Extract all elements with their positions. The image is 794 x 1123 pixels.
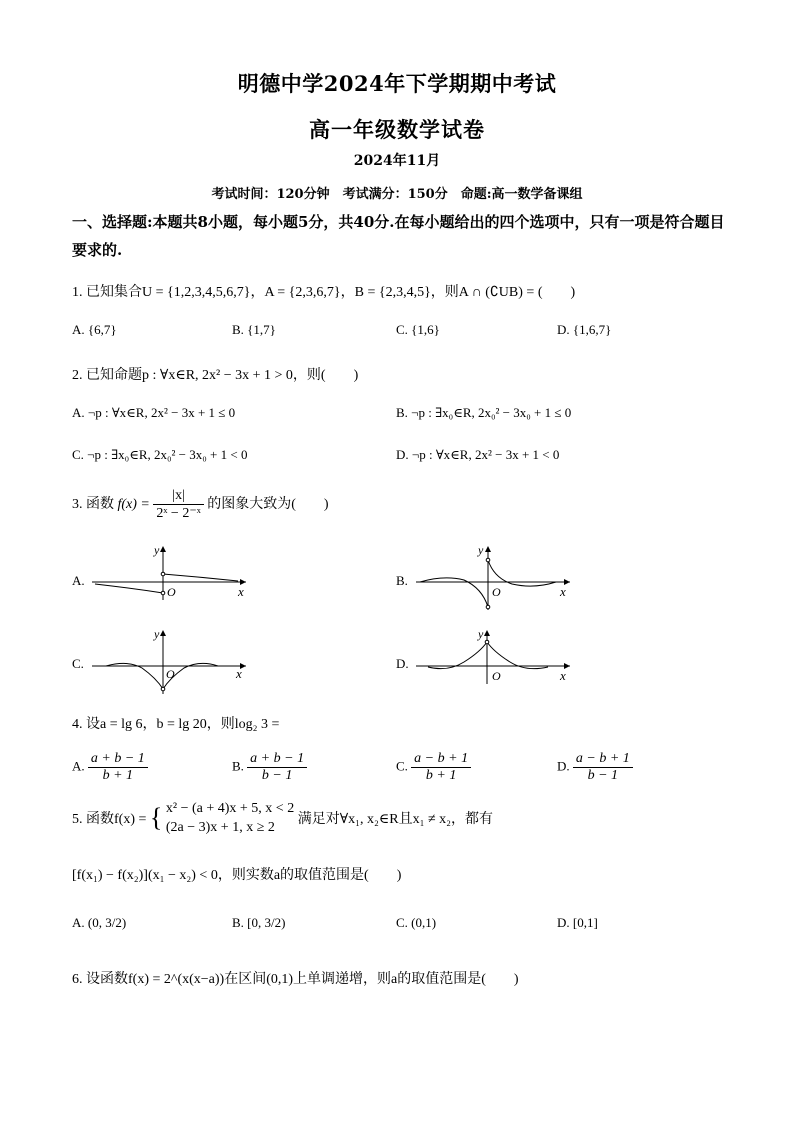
q5-suffix: 满足对∀x₁, x₂∈R且x₁ ≠ x₂，都有: [297, 812, 494, 827]
y-arrow: [160, 546, 166, 552]
q5-case-2: (2a − 3)x + 1, x ≥ 2: [165, 820, 275, 835]
q5-cases: [166, 799, 294, 837]
numerator: a + b − 1: [88, 751, 148, 768]
q3-label-c: C.: [72, 656, 84, 671]
q2-option-c: C. ¬p : ∃x₀∈R, 2x₀² − 3x₀ + 1 < 0: [72, 447, 248, 462]
q1-option-c: C. {1,6}: [396, 322, 440, 337]
origin-label: O: [492, 585, 501, 599]
q3-fraction: [153, 488, 203, 522]
q1-option-a: A. {6,7}: [72, 322, 117, 337]
open-point: [161, 687, 165, 691]
q4-option-b-fraction: [247, 751, 307, 784]
q2-option-a: A. ¬p : ∀x∈R, 2x² − 3x + 1 ≤ 0: [72, 405, 236, 420]
q4-option-c: [396, 751, 471, 784]
question-3-stem: [72, 488, 329, 522]
origin-label: O: [166, 667, 175, 681]
q5-prefix: 5. 函数f(x) =: [72, 812, 147, 827]
denominator: b + 1: [425, 768, 457, 783]
numerator: a − b + 1: [573, 751, 633, 768]
q4-option-d: [557, 751, 633, 784]
q4-option-c-fraction: [411, 751, 471, 784]
exam-subtitle: 高一年级数学试卷: [309, 117, 485, 142]
q3-suffix: 的图象大致为( ): [207, 497, 329, 513]
q3-graph-b: [414, 542, 574, 612]
open-point: [485, 640, 489, 644]
denominator: b − 1: [261, 768, 293, 783]
curve-right: [163, 574, 238, 581]
y-arrow: [484, 630, 490, 636]
q1-option-d: D. {1,6,7}: [557, 322, 612, 337]
x-label: x: [238, 584, 244, 599]
y-arrow: [160, 630, 166, 636]
q4-option-c-label: C.: [396, 758, 408, 774]
q5-option-a: A. (0, 3/2): [72, 915, 127, 930]
q5-option-d: D. [0,1]: [557, 915, 598, 930]
question-5-line-2: [f(x₁) − f(x₂)](x₁ − x₂) < 0，则实数a的取值范围是( ): [72, 868, 402, 883]
q3-prefix: 3. 函数: [72, 497, 114, 513]
x-label: x: [560, 668, 566, 683]
open-point-top: [161, 572, 165, 576]
q4-option-a: [72, 751, 148, 784]
section-heading: 一、选择题:本题共8小题，每小题5分，共40分.在每小题给出的四个选项中，只有一项是符合题目要求的.: [72, 213, 725, 259]
q3-denominator: 2ˣ − 2⁻ˣ: [156, 506, 201, 521]
q5-brace: {: [149, 803, 163, 832]
y-arrow: [485, 546, 491, 552]
y-label: y: [478, 627, 484, 641]
q5-option-b: B. [0, 3/2): [232, 915, 286, 930]
y-label: y: [478, 543, 484, 557]
curve-left: [95, 584, 163, 593]
origin-label: O: [167, 585, 176, 599]
q1-option-b: B. {1,7}: [232, 322, 276, 337]
question-4-stem: 4. 设a = lg 6，b = lg 20，则log₂ 3 =: [72, 717, 280, 732]
x-label: x: [560, 584, 566, 599]
curve-right: [487, 642, 548, 669]
q4-option-b: [232, 751, 307, 784]
numerator: a + b − 1: [247, 751, 307, 768]
q4-option-d-label: D.: [557, 758, 570, 774]
question-1-stem: 1. 已知集合U = {1,2,3,4,5,6,7}，A = {2,3,6,7}，B = {2,3,4,5}，则A ∩ (∁UB) = ( ): [72, 285, 576, 300]
open-point-bottom: [161, 591, 165, 595]
q4-option-a-label: A.: [72, 758, 85, 774]
q2-option-d: D. ¬p : ∀x∈R, 2x² − 3x + 1 < 0: [396, 447, 560, 462]
question-2-stem: 2. 已知命题p : ∀x∈R, 2x² − 3x + 1 > 0，则( ): [72, 368, 359, 383]
x-label: x: [236, 666, 242, 681]
curve-left: [428, 642, 487, 669]
q3-graph-a: [90, 542, 250, 602]
denominator: b − 1: [587, 768, 619, 783]
q3-graph-d: [414, 626, 574, 686]
denominator: b + 1: [102, 768, 134, 783]
q4-option-a-fraction: [88, 751, 148, 784]
q5-case-1: x² − (a + 4)x + 5, x < 2: [165, 801, 295, 816]
q4-option-b-label: B.: [232, 758, 244, 774]
question-5-stem: [72, 798, 493, 838]
q3-label-d: D.: [396, 656, 409, 671]
exam-date: 2024年11月: [353, 153, 441, 169]
question-6-stem: 6. 设函数f(x) = 2^(x(x−a))在区间(0,1)上单调递增，则a的取值范围是( ): [72, 972, 519, 987]
origin-label: O: [492, 669, 501, 683]
y-label: y: [154, 543, 160, 557]
q3-label-b: B.: [396, 573, 408, 588]
q3-graph-c: [90, 626, 250, 696]
q2-option-b: B. ¬p : ∃x₀∈R, 2x₀² − 3x₀ + 1 ≤ 0: [396, 405, 572, 420]
q3-func: f(x) =: [117, 497, 150, 513]
open-point-top: [486, 558, 490, 562]
open-point-bottom: [486, 605, 490, 609]
q4-option-d-fraction: [573, 751, 633, 784]
q5-option-c: C. (0,1): [396, 915, 437, 930]
q3-numerator: |x|: [153, 488, 203, 505]
numerator: a − b + 1: [411, 751, 471, 768]
q3-label-a: A.: [72, 573, 85, 588]
exam-info: 考试时间：120分钟 考试满分：150分 命题:高一数学备课组: [211, 187, 583, 202]
exam-title: 明德中学2024年下学期期中考试: [237, 71, 557, 96]
curve-left: [106, 663, 163, 689]
y-label: y: [154, 627, 160, 641]
